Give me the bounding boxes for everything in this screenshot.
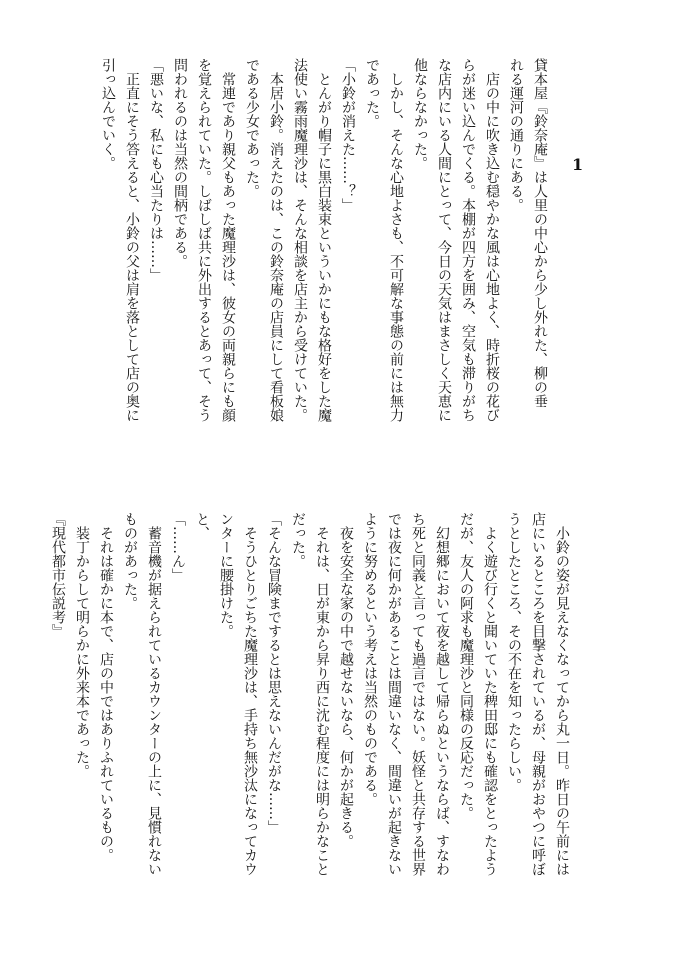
text-line: れる運河の通りにある。: [508, 58, 524, 212]
text-line: 「小鈴が消えた……？」: [340, 58, 356, 212]
text-line: そうひとりごちた魔理沙は、手持ち無沙汰になってカウ: [242, 512, 258, 876]
text-line: しかし、そんな心地よさも、不可解な事態の前には無力: [388, 58, 404, 422]
text-line: それは、日が東から昇り西に沈む程度には明らかなこと: [314, 512, 330, 876]
text-line: 装丁からして明らかに外来本であった。: [74, 512, 90, 778]
text-line: を覚えられていた。しばしば共に外出するとあって、そう: [196, 58, 212, 422]
text-line: ンターに腰掛けた。: [218, 512, 234, 638]
text-line: な店内にいる人間にとって、今日の天気はまさしく天恵に: [436, 58, 452, 422]
page-number: 1: [572, 155, 584, 174]
text-line: 小鈴の姿が見えなくなってから丸一日。昨日の午前には: [554, 512, 570, 876]
text-line: 「悪いな、私にも心当たりは……」: [148, 58, 164, 282]
text-line: ように努めるという考えは当然のものである。: [362, 512, 378, 806]
text-line: 店の中に吹き込む穏やかな風は心地よく、時折桜の花び: [484, 58, 500, 422]
text-line: ものがあった。: [122, 512, 138, 610]
text-line: 夜を安全な家の中で越せないなら、何かが起きる。: [338, 512, 354, 848]
text-line: 店にいるところを目撃されているが、母親がおやつに呼ぼ: [530, 512, 546, 876]
text-line: 常連であり親父もあった魔理沙は、彼女の両親らにも顔: [220, 58, 236, 422]
text-line: であった。: [364, 58, 380, 128]
text-block-bottom: [46, 512, 574, 912]
text-block-top: [96, 58, 552, 458]
text-line: 他ならなかった。: [412, 58, 428, 170]
text-line: 「……ん」: [170, 512, 186, 582]
text-line: らが迷い込んでくる。本棚が四方を囲み、空気も滞りがち: [460, 58, 476, 422]
text-line: 『現代都市伝説考』: [50, 512, 66, 638]
text-line: では夜に何かがあることは間違いなく、間違いが起きない: [386, 512, 402, 876]
text-line: とんがり帽子に黒白装束といういかにもな格好をした魔: [316, 58, 332, 422]
text-line: よく遊び行くと聞いていた稗田邸にも確認をとったよう: [482, 512, 498, 876]
text-line: 正直にそう答えると、小鈴の父は肩を落として店の奥に: [124, 58, 140, 422]
text-line: だった。: [290, 512, 306, 568]
text-line: と、: [194, 512, 210, 540]
text-line: 本居小鈴。消えたのは、この鈴奈庵の店員にして看板娘: [268, 58, 284, 422]
text-line: である少女であった。: [244, 58, 260, 198]
text-line: 蓄音機が据えられているカウンターの上に、見慣れない: [146, 512, 162, 876]
text-line: 問われるのは当然の間柄である。: [172, 58, 188, 268]
text-line: 引っ込んでいく。: [100, 58, 116, 170]
text-line: うとしたところ、その不在を知ったらしい。: [506, 512, 522, 792]
text-line: 貸本屋『鈴奈庵』は人里の中心から少し外れた、柳の垂: [532, 58, 548, 408]
text-line: それは確かに本で、店の中ではありふれているもの。: [98, 512, 114, 862]
text-line: 「そんな冒険までするとは思えないんだがな……」: [266, 512, 282, 834]
text-line: 法使い霧雨魔理沙は、そんな相談を店主から受けていた。: [292, 58, 308, 422]
text-line: だが、友人の阿求も魔理沙と同様の反応だった。: [458, 512, 474, 820]
text-line: 幻想郷において夜を越して帰らぬというならば、すなわ: [434, 512, 450, 876]
text-line: ち死と同義と言っても過言ではない。妖怪と共存する世界: [410, 512, 426, 876]
